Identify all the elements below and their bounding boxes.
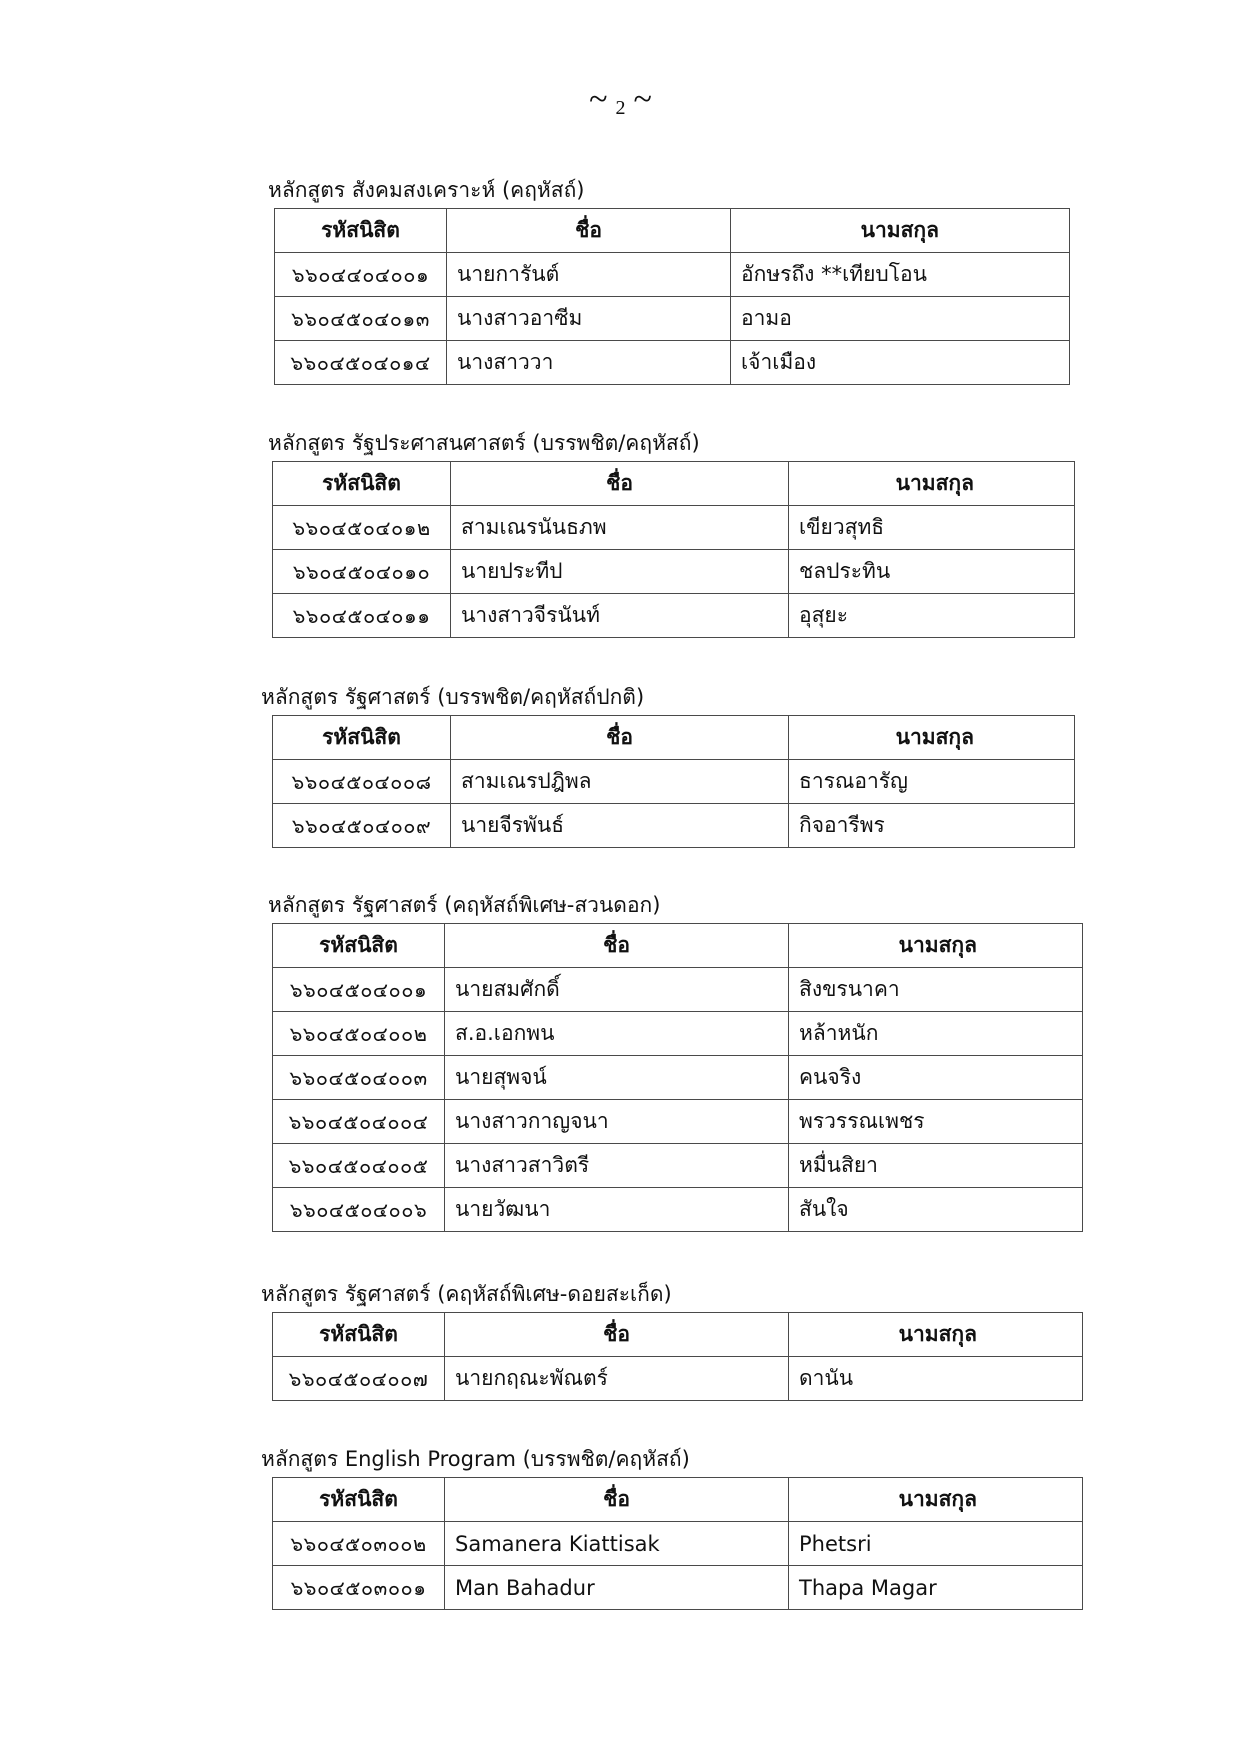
student-table xyxy=(272,1477,1083,1610)
last-name: Phetsri xyxy=(789,1522,1083,1566)
header-last-name: นามสกุล xyxy=(789,1313,1083,1357)
table-row xyxy=(273,1357,1083,1401)
table-header-row xyxy=(273,924,1083,968)
table-row xyxy=(273,968,1083,1012)
student-table xyxy=(274,208,1070,385)
first-name: นายการันต์ xyxy=(447,253,731,297)
header-first-name: ชื่อ xyxy=(451,716,789,760)
section-title: หลักสูตร รัฐศาสตร์ (คฤหัสถ์พิเศษ-ดอยสะเก็ด) xyxy=(261,1282,672,1306)
section-english-program xyxy=(261,1445,1083,1610)
first-name: นายวัฒนา xyxy=(445,1188,789,1232)
student-id: ๖๖๐๔๕๐๔๐๐๓ xyxy=(273,1056,445,1100)
table-header-row xyxy=(273,1313,1083,1357)
table-header-row xyxy=(273,462,1075,506)
first-name: นายกฤณะพัณตร์ xyxy=(445,1357,789,1401)
header-first-name: ชื่อ xyxy=(445,924,789,968)
section-political-science-regular xyxy=(261,683,1075,848)
student-id: ๖๖๐๔๕๐๔๐๐๕ xyxy=(273,1144,445,1188)
table-row xyxy=(273,1522,1083,1566)
page-number xyxy=(0,80,1241,128)
student-id: ๖๖๐๔๕๐๓๐๐๑ xyxy=(273,1566,445,1610)
last-name: กิจอารีพร xyxy=(789,804,1075,848)
header-last-name: นามสกุล xyxy=(789,924,1083,968)
header-student-id: รหัสนิสิต xyxy=(273,1478,445,1522)
tilde-left: ~ xyxy=(589,81,608,118)
section-title: หลักสูตร รัฐประศาสนศาสตร์ (บรรพชิต/คฤหัสถ์) xyxy=(268,431,700,455)
last-name: หมื่นสิยา xyxy=(789,1144,1083,1188)
first-name: Samanera Kiattisak xyxy=(445,1522,789,1566)
last-name: เจ้าเมือง xyxy=(731,341,1070,385)
table-row xyxy=(273,1056,1083,1100)
student-id: ๖๖๐๔๕๐๔๐๑๓ xyxy=(275,297,447,341)
student-id: ๖๖๐๔๕๐๔๐๐๑ xyxy=(273,968,445,1012)
student-id: ๖๖๐๔๕๐๔๐๑๑ xyxy=(273,594,451,638)
last-name: อักษรถึง **เทียบโอน xyxy=(731,253,1070,297)
first-name: นายสมศักดิ์ xyxy=(445,968,789,1012)
header-last-name: นามสกุล xyxy=(789,716,1075,760)
header-last-name: นามสกุล xyxy=(789,1478,1083,1522)
student-id: ๖๖๐๔๕๐๔๐๐๘ xyxy=(273,760,451,804)
section-title: หลักสูตร รัฐศาสตร์ (บรรพชิต/คฤหัสถ์ปกติ) xyxy=(261,685,645,709)
student-id: ๖๖๐๔๕๐๔๐๑๔ xyxy=(275,341,447,385)
section-public-administration xyxy=(268,429,1075,638)
header-last-name: นามสกุล xyxy=(731,209,1070,253)
header-student-id: รหัสนิสิต xyxy=(273,1313,445,1357)
table-row xyxy=(273,1566,1083,1610)
last-name: ธารณอารัญ xyxy=(789,760,1075,804)
first-name: นายประทีป xyxy=(451,550,789,594)
header-student-id: รหัสนิสิต xyxy=(275,209,447,253)
student-id: ๖๖๐๔๕๐๔๐๐๒ xyxy=(273,1012,445,1056)
table-row xyxy=(273,550,1075,594)
table-row xyxy=(273,1188,1083,1232)
first-name: สามเณรปฎิพล xyxy=(451,760,789,804)
header-student-id: รหัสนิสิต xyxy=(273,716,451,760)
first-name: ส.อ.เอกพน xyxy=(445,1012,789,1056)
first-name: นางสาวกาญจนา xyxy=(445,1100,789,1144)
table-row xyxy=(273,506,1075,550)
header-first-name: ชื่อ xyxy=(445,1313,789,1357)
last-name: เขียวสุทธิ xyxy=(789,506,1075,550)
student-id: ๖๖๐๔๔๐๔๐๐๑ xyxy=(275,253,447,297)
header-student-id: รหัสนิสิต xyxy=(273,462,451,506)
tilde-right: ~ xyxy=(633,81,652,118)
last-name: สิงขรนาคา xyxy=(789,968,1083,1012)
last-name: พรวรรณเพชร xyxy=(789,1100,1083,1144)
page-number-value: 2 xyxy=(615,97,626,119)
student-table xyxy=(272,461,1075,638)
section-political-science-suan-dok xyxy=(268,891,1083,1232)
last-name: คนจริง xyxy=(789,1056,1083,1100)
section-title: หลักสูตร รัฐศาสตร์ (คฤหัสถ์พิเศษ-สวนดอก) xyxy=(268,893,661,917)
table-row xyxy=(275,253,1070,297)
table-row xyxy=(273,1100,1083,1144)
student-id: ๖๖๐๔๕๐๔๐๐๔ xyxy=(273,1100,445,1144)
table-row xyxy=(273,760,1075,804)
section-political-science-doi-saket xyxy=(261,1280,1083,1401)
table-row xyxy=(273,1012,1083,1056)
first-name: สามเณรนันธภพ xyxy=(451,506,789,550)
student-id: ๖๖๐๔๕๐๔๐๑๐ xyxy=(273,550,451,594)
table-row xyxy=(273,594,1075,638)
table-header-row xyxy=(273,716,1075,760)
student-id: ๖๖๐๔๕๐๔๐๑๒ xyxy=(273,506,451,550)
table-row xyxy=(273,804,1075,848)
first-name: Man Bahadur xyxy=(445,1566,789,1610)
header-first-name: ชื่อ xyxy=(451,462,789,506)
section-title: หลักสูตร English Program (บรรพชิต/คฤหัสถ์) xyxy=(261,1447,690,1471)
first-name: นางสาวอาซีม xyxy=(447,297,731,341)
student-id: ๖๖๐๔๕๐๔๐๐๗ xyxy=(273,1357,445,1401)
student-table xyxy=(272,715,1075,848)
student-table xyxy=(272,1312,1083,1401)
student-table xyxy=(272,923,1083,1232)
first-name: นางสาวจีรนันท์ xyxy=(451,594,789,638)
last-name: ดานัน xyxy=(789,1357,1083,1401)
table-header-row xyxy=(273,1478,1083,1522)
table-row xyxy=(275,341,1070,385)
first-name: นางสาวสาวิตรี xyxy=(445,1144,789,1188)
first-name: นางสาววา xyxy=(447,341,731,385)
table-row xyxy=(273,1144,1083,1188)
student-id: ๖๖๐๔๕๐๔๐๐๖ xyxy=(273,1188,445,1232)
last-name: สันใจ xyxy=(789,1188,1083,1232)
student-id: ๖๖๐๔๕๐๓๐๐๒ xyxy=(273,1522,445,1566)
student-id: ๖๖๐๔๕๐๔๐๐๙ xyxy=(273,804,451,848)
first-name: นายจีรพันธ์ xyxy=(451,804,789,848)
last-name: อามอ xyxy=(731,297,1070,341)
last-name: Thapa Magar xyxy=(789,1566,1083,1610)
last-name: หล้าหนัก xyxy=(789,1012,1083,1056)
table-row xyxy=(275,297,1070,341)
header-first-name: ชื่อ xyxy=(447,209,731,253)
last-name: อุสุยะ xyxy=(789,594,1075,638)
header-last-name: นามสกุล xyxy=(789,462,1075,506)
table-header-row xyxy=(275,209,1070,253)
header-first-name: ชื่อ xyxy=(445,1478,789,1522)
header-student-id: รหัสนิสิต xyxy=(273,924,445,968)
section-title: หลักสูตร สังคมสงเคราะห์ (คฤหัสถ์) xyxy=(268,178,585,202)
section-social-work xyxy=(268,176,1070,385)
first-name: นายสุพจน์ xyxy=(445,1056,789,1100)
last-name: ชลประทิน xyxy=(789,550,1075,594)
